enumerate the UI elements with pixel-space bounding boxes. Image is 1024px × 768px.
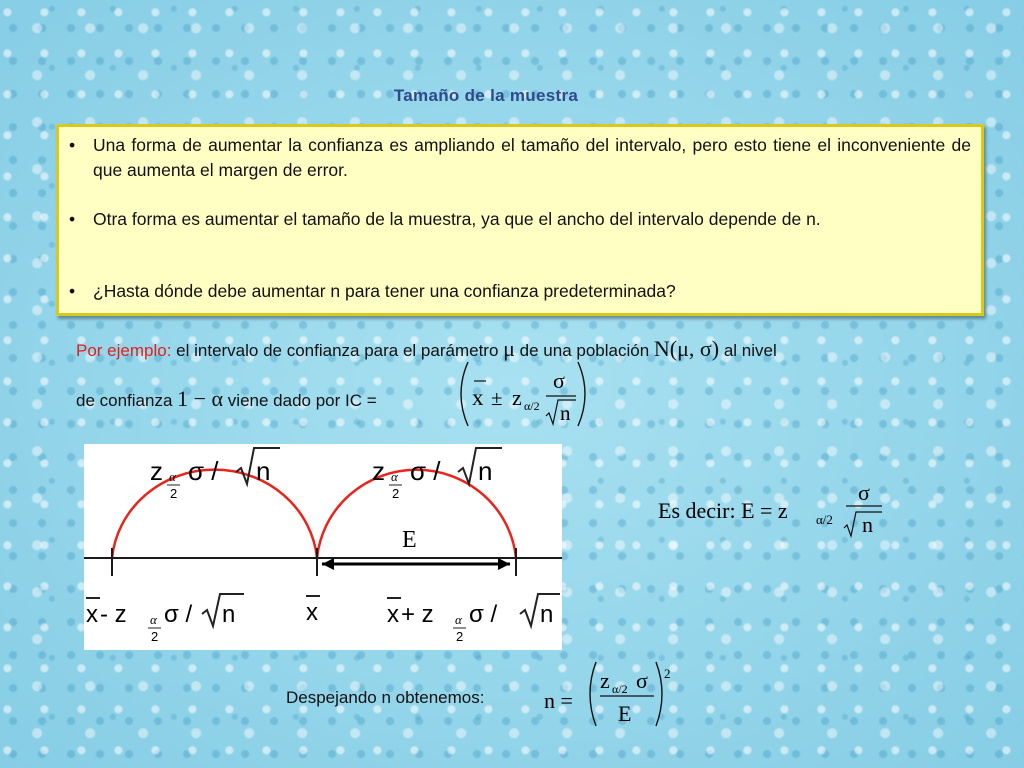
confidence-line <box>76 386 377 412</box>
plus-minus: ± <box>491 386 503 410</box>
confidence-text-2: viene dado por IC = <box>223 391 377 410</box>
example-text-2: de una población <box>514 341 654 360</box>
es-decir-sigma: σ <box>858 484 870 505</box>
svg-text:n: n <box>540 601 554 628</box>
es-decir-n: n <box>862 512 873 537</box>
sigma-symbol: σ <box>553 368 565 393</box>
es-decir-subscript: α/2 <box>816 512 833 527</box>
example-text-3: al nivel <box>719 341 777 360</box>
bullet-marker: • <box>69 209 76 229</box>
bullet-text: ¿Hasta dónde debe aumentar n para tener una confianza predeterminada? <box>93 281 676 301</box>
svg-text:+ z: + z <box>401 601 434 628</box>
svg-text:σ /: σ / <box>164 601 193 628</box>
z-subscript: α/2 <box>524 399 540 413</box>
svg-text:n: n <box>256 456 271 486</box>
svg-text:n: n <box>222 601 236 628</box>
svg-text:2: 2 <box>456 629 464 644</box>
n-formula <box>540 658 680 732</box>
svg-text:2: 2 <box>170 486 178 501</box>
n-symbol: n <box>560 401 571 425</box>
formula-z: z <box>600 668 610 693</box>
formula-e: E <box>618 701 632 726</box>
example-line <box>76 336 777 362</box>
bullet-item <box>69 279 971 304</box>
svg-text:σ /: σ / <box>188 456 219 486</box>
example-lead: Por ejemplo: <box>76 341 172 360</box>
e-arrow-head-right <box>498 558 510 570</box>
es-decir-lead: Es decir: E = z <box>658 498 788 523</box>
despejando-label: Despejando n obtenemos: <box>286 688 485 707</box>
svg-text:- z: - z <box>100 601 127 628</box>
svg-text:2: 2 <box>392 486 400 501</box>
e-arrow-head-left <box>322 558 334 570</box>
example-text-1: el intervalo de confianza para el parámetro <box>171 341 504 360</box>
bullet-text: Otra forma es aumentar el tamaño de la muestra, ya que el ancho del intervalo depende de n. <box>93 209 821 229</box>
z-symbol: z <box>512 385 522 410</box>
formula-sigma: σ <box>636 668 648 693</box>
svg-text:x: x <box>306 599 318 626</box>
bottom-left-label <box>86 594 244 644</box>
confidence-level: 1 − α <box>177 386 224 411</box>
mu-symbol: μ <box>503 336 515 361</box>
bullet-box <box>56 124 984 316</box>
interval-diagram <box>84 444 562 650</box>
bullet-marker: • <box>69 135 76 155</box>
bullet-marker: • <box>69 281 76 301</box>
bullet-text: Una forma de aumentar la confianza es ampliando el tamaño del intervalo, pero esto tiene el inconveniente de que aumenta el margen de error. <box>93 135 971 180</box>
svg-text:z: z <box>372 456 385 486</box>
svg-text:2: 2 <box>151 629 159 644</box>
bottom-center-label <box>306 596 320 626</box>
svg-text:σ /: σ / <box>469 601 498 628</box>
svg-text:α: α <box>455 612 462 627</box>
svg-text:z: z <box>150 456 163 486</box>
bullet-item <box>69 207 971 232</box>
e-label: E <box>402 527 417 553</box>
formula-subscript: α/2 <box>612 682 628 696</box>
left-top-label <box>150 448 280 501</box>
ic-formula <box>450 358 600 430</box>
bottom-right-label <box>387 594 560 644</box>
n-equals: n = <box>544 688 573 713</box>
es-decir-formula <box>656 484 896 544</box>
xbar-symbol: x <box>472 385 484 410</box>
svg-text:x: x <box>86 601 98 628</box>
svg-text:α: α <box>150 612 157 627</box>
svg-text:σ /: σ / <box>410 456 441 486</box>
svg-text:x: x <box>387 601 399 628</box>
formula-exponent: 2 <box>664 666 671 681</box>
population-notation: N(μ, σ) <box>653 336 720 361</box>
svg-text:α: α <box>391 469 398 484</box>
slide-title: Tamaño de la muestra <box>393 86 579 105</box>
bullet-item <box>69 133 971 183</box>
confidence-text-1: de confianza <box>76 391 178 410</box>
svg-text:n: n <box>478 456 493 486</box>
svg-text:α: α <box>169 469 176 484</box>
